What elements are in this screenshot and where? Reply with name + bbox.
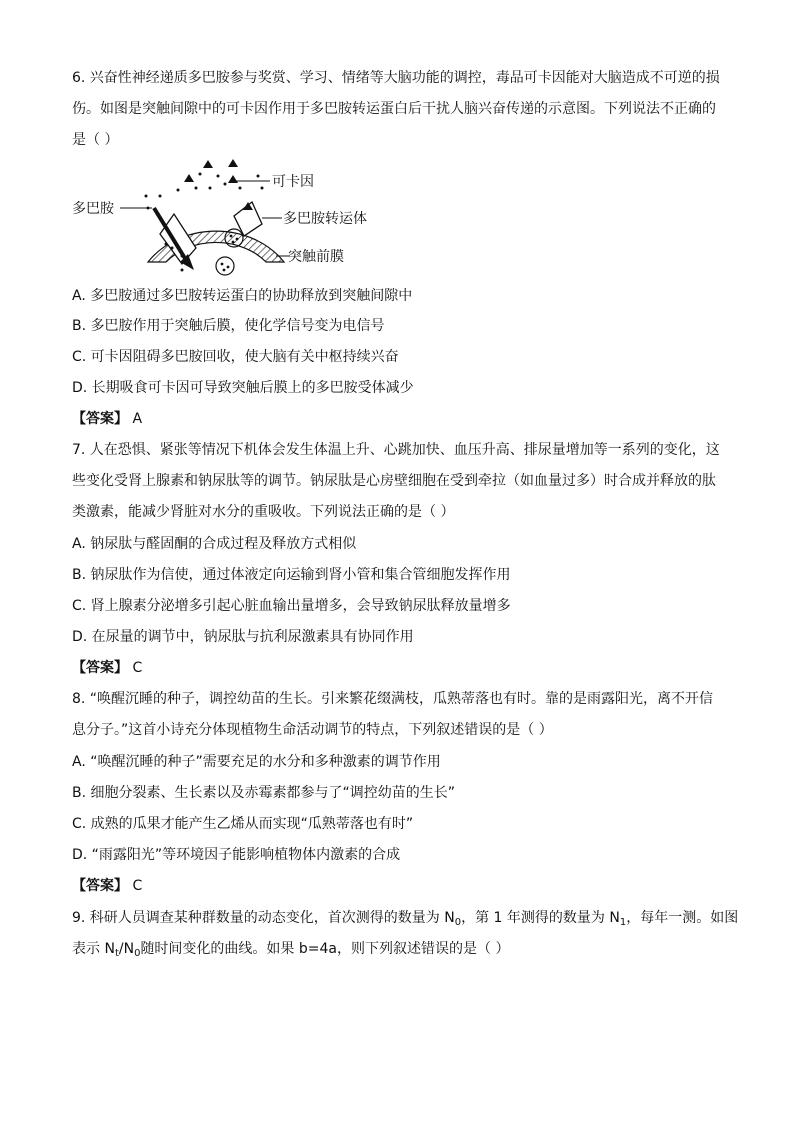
q7-answer bbox=[72, 658, 142, 678]
q6-answer bbox=[72, 409, 142, 429]
cocaine-triangle bbox=[228, 175, 238, 183]
answer-value: A bbox=[132, 411, 143, 427]
q8-option-c: C. 成熟的瓜果才能产生乙烯从而实现“瓜熟蒂落也有时” bbox=[72, 816, 414, 832]
q6-option-d: D. 长期吸食可卡因可导致突触后膜上的多巴胺受体减少 bbox=[72, 380, 414, 396]
q8-stem-line-1: 8. “唤醒沉睡的种子，调控幼苗的生长。引来繁花缀满枝，瓜熟蒂落也有时。靠的是雨露阳光，离不开信 bbox=[72, 691, 714, 707]
label-cocaine: 可卡因 bbox=[272, 174, 314, 190]
q7-option-a: A. 钠尿肽与醛固酮的合成过程及释放方式相似 bbox=[72, 536, 357, 552]
q8-answer bbox=[72, 876, 142, 896]
answer-value: C bbox=[132, 660, 143, 676]
q8-option-a: A. “唤醒沉睡的种子”需要充足的水分和多种激素的调节作用 bbox=[72, 754, 441, 770]
cocaine-triangle bbox=[203, 160, 213, 168]
q7-option-c: C. 肾上腺素分泌增多引起心脏血输出量增多，会导致钠尿肽释放量增多 bbox=[72, 598, 511, 614]
cocaine-triangle bbox=[184, 174, 194, 182]
label-presynaptic-membrane: 突触前膜 bbox=[288, 249, 344, 265]
q6-option-b: B. 多巴胺作用于突触后膜，使化学信号变为电信号 bbox=[72, 318, 385, 334]
q6-stem-line-3: 是（ ） bbox=[72, 132, 119, 148]
label-transporter: 多巴胺转运体 bbox=[283, 211, 367, 227]
q7-stem-line-1: 7. 人在恐惧、紧张等情况下机体会发生体温上升、心跳加快、血压升高、排尿量增加等一系列的变化，这 bbox=[72, 442, 720, 458]
q6-stem-line-1: 6. 兴奋性神经递质多巴胺参与奖赏、学习、情绪等大脑功能的调控，毒品可卡因能对大脑造成不可逆的损 bbox=[72, 70, 720, 86]
q7-option-d: D. 在尿量的调节中，钠尿肽与抗利尿激素具有协同作用 bbox=[72, 629, 414, 645]
q6-option-c: C. 可卡因阻碍多巴胺回收，使大脑有关中枢持续兴奋 bbox=[72, 349, 399, 365]
q7-stem-line-2: 些变化受肾上腺素和钠尿肽等的调节。钠尿肽是心房壁细胞在受到牵拉（如血量过多）时合成并释放的肽 bbox=[72, 473, 716, 489]
vesicle-shape bbox=[216, 257, 234, 275]
answer-label: 【答案】 bbox=[72, 411, 128, 427]
answer-value: C bbox=[132, 878, 143, 894]
answer-label: 【答案】 bbox=[72, 660, 128, 676]
q7-option-b: B. 钠尿肽作为信使，通过体液定向运输到肾小管和集合管细胞发挥作用 bbox=[72, 567, 511, 583]
q7-stem-line-3: 类激素，能减少肾脏对水分的重吸收。下列说法正确的是（ ） bbox=[72, 504, 455, 520]
q9-stem-line-1: 9. 科研人员调查某种群数量的动态变化，首次测得的数量为 $N_0$，第 1 年测得的数量为 $N_1$，每年一测。如图 bbox=[72, 910, 739, 928]
q8-option-d: D. “雨露阳光”等环境因子能影响植物体内激素的合成 bbox=[72, 847, 401, 863]
label-dopamine: 多巴胺 bbox=[72, 201, 114, 217]
synapse-figure bbox=[70, 152, 390, 284]
q8-stem-line-2: 息分子。”这首小诗充分体现植物生命活动调节的特点，下列叙述错误的是（ ） bbox=[72, 722, 553, 738]
q6-option-a: A. 多巴胺通过多巴胺转运蛋白的协助释放到突触间隙中 bbox=[72, 288, 413, 304]
q6-stem-line-2: 伤。如图是突触间隙中的可卡因作用于多巴胺转运蛋白后干扰人脑兴奋传递的示意图。下列说法不正确的 bbox=[72, 101, 716, 117]
cocaine-triangle bbox=[228, 159, 238, 167]
answer-label: 【答案】 bbox=[72, 878, 128, 894]
q9-stem-line-2: 表示 $N_t/N_0$随时间变化的曲线。如果 b=4a，则下列叙述错误的是（ ） bbox=[72, 941, 510, 959]
q8-option-b: B. 细胞分裂素、生长素以及赤霉素都参与了“调控幼苗的生长” bbox=[72, 785, 456, 801]
